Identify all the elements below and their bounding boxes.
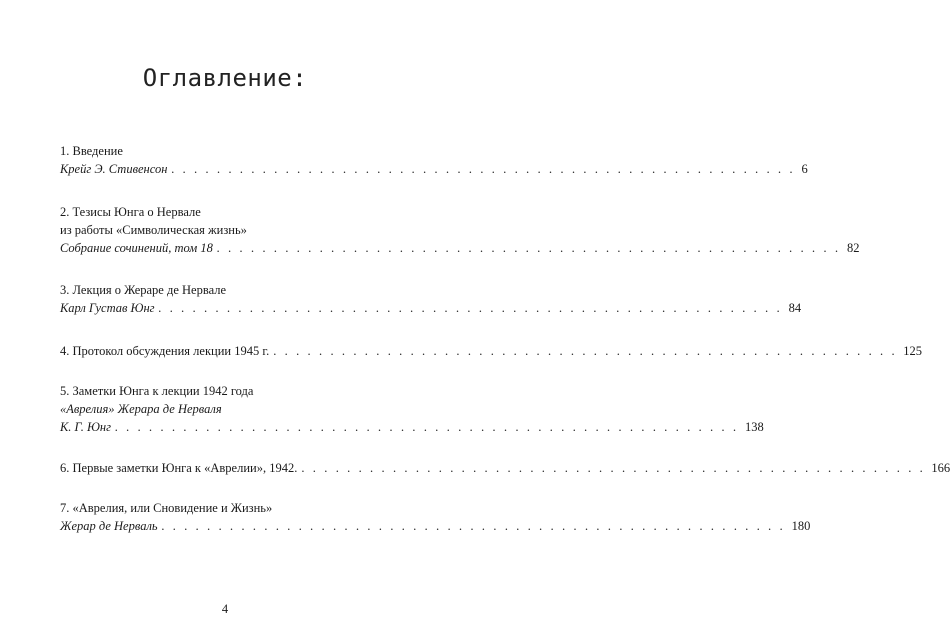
toc-entry-1 — [60, 142, 808, 178]
entry-subheading: «Аврелия» Жерара де Нерваля — [60, 402, 222, 416]
entry-heading: 4. Протокол обсуждения лекции 1945 г. — [60, 344, 270, 358]
entry-author-row — [60, 517, 811, 535]
entry-page-number: 138 — [744, 420, 764, 434]
toc-entry-2 — [60, 203, 860, 257]
entry-heading: 2. Тезисы Юнга о Нервале — [60, 205, 201, 219]
entry-page-number: 180 — [791, 519, 811, 533]
entry-author: Жерар де Нерваль — [60, 519, 158, 533]
entry-heading: 1. Введение — [60, 144, 123, 158]
entry-author-row — [60, 299, 802, 317]
dot-leader: . . . . . . . . . . . . . . . . . . . . . . . . . . . . . . . . . . . . . . . . . . . . . . . . . . . . . . . — [114, 420, 739, 434]
entry-heading: 5. Заметки Юнга к лекции 1942 года — [60, 384, 254, 398]
entry-heading: 3. Лекция о Жераре де Нервале — [60, 283, 227, 297]
entry-heading-row — [60, 342, 922, 360]
toc-entry-3 — [60, 281, 802, 317]
page-title: Оглавление: — [142, 64, 308, 92]
entry-page-number: 125 — [903, 344, 922, 358]
entry-source-row — [60, 239, 860, 257]
dot-leader: . . . . . . . . . . . . . . . . . . . . . . . . . . . . . . . . . . . . . . . . . . . . . . . . . . . . . . . — [301, 461, 926, 475]
entry-source: Собрание сочинений, том 18 — [60, 241, 213, 255]
toc-entry-6 — [60, 459, 950, 477]
entry-page-number: 6 — [801, 162, 808, 176]
dot-leader: . . . . . . . . . . . . . . . . . . . . . . . . . . . . . . . . . . . . . . . . . . . . . . . . . . . . . . . — [171, 162, 796, 176]
entry-author: К. Г. Юнг — [60, 420, 111, 434]
entry-heading: 7. «Аврелия, или Сновидение и Жизнь» — [60, 501, 273, 515]
dot-leader: . . . . . . . . . . . . . . . . . . . . . . . . . . . . . . . . . . . . . . . . . . . . . . . . . . . . . . . — [216, 241, 841, 255]
toc-entry-7 — [60, 499, 811, 535]
entry-page-number: 82 — [846, 241, 860, 255]
dot-leader: . . . . . . . . . . . . . . . . . . . . . . . . . . . . . . . . . . . . . . . . . . . . . . . . . . . . . . . — [273, 344, 898, 358]
entry-author: Крейг Э. Стивенсон — [60, 162, 168, 176]
entry-heading: 6. Первые заметки Юнга к «Аврелии», 1942. — [60, 461, 298, 475]
entry-author: Карл Густав Юнг — [60, 301, 155, 315]
entry-page-number: 166 — [931, 461, 950, 475]
entry-author-row — [60, 160, 808, 178]
toc-entry-5 — [60, 382, 764, 436]
entry-subheading: из работы «Символическая жизнь» — [60, 223, 247, 237]
toc-entry-4 — [60, 342, 922, 360]
entry-heading-row — [60, 459, 950, 477]
entry-author-row — [60, 418, 764, 436]
page-number: 4 — [221, 602, 229, 616]
dot-leader: . . . . . . . . . . . . . . . . . . . . . . . . . . . . . . . . . . . . . . . . . . . . . . . . . . . . . . . — [158, 301, 783, 315]
dot-leader: . . . . . . . . . . . . . . . . . . . . . . . . . . . . . . . . . . . . . . . . . . . . . . . . . . . . . . . — [161, 519, 786, 533]
entry-page-number: 84 — [788, 301, 802, 315]
